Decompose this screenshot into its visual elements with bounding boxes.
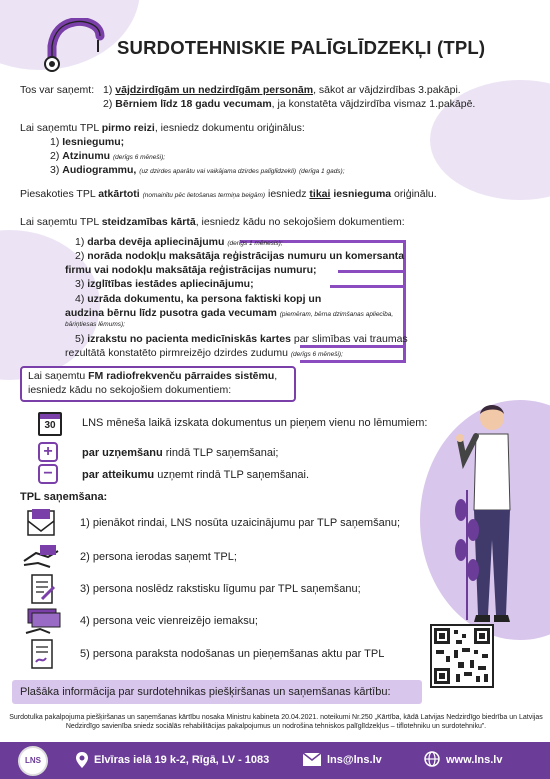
who-item-1-rest: , sākot ar vājdzirdības 3.pakāpi. <box>313 84 461 96</box>
first-intro-c: , iesniedz dokumentu oriģinālus: <box>154 122 305 134</box>
first-doc-2-note: (derīgs 6 mēneši); <box>113 154 166 161</box>
urgent-item-5-b: par slimības vai traumas <box>290 333 408 345</box>
minus-icon: − <box>38 464 58 484</box>
receive-heading: TPL saņemšana: <box>20 491 108 503</box>
urgent-c: , iesniedz kādu no sekojošiem dokumentiem: <box>195 216 405 228</box>
urgent-item-2-num: 2) <box>75 250 85 262</box>
decision-plus-bold: par uzņemšanu <box>82 447 163 459</box>
fm-a: Lai saņemtu <box>28 370 89 382</box>
payment-icon <box>20 605 64 637</box>
first-intro-a: Lai saņemtu TPL <box>20 122 102 134</box>
lns-logo <box>18 746 48 776</box>
receive-step-1 <box>20 507 540 539</box>
urgent-item-5-a: izrakstu no pacienta medicīniskās kartes <box>87 333 291 345</box>
location-icon <box>76 752 88 768</box>
urgent-item-3 <box>75 278 254 292</box>
fm-box <box>20 366 296 402</box>
urgent-item-4-b: dokumentu, ka persona faktiski kopj un <box>124 293 322 305</box>
urgent-item-4 <box>75 293 321 307</box>
calendar-number: 30 <box>44 420 56 431</box>
hearing-aid-icon <box>40 18 110 78</box>
repeat-f: oriģinālu. <box>391 188 437 200</box>
first-doc-1 <box>50 136 124 150</box>
decision-plus <box>82 446 278 460</box>
urgent-item-1 <box>75 236 283 250</box>
calendar-icon <box>38 412 62 436</box>
first-doc-2-num: 2) <box>50 150 60 162</box>
urgent-item-5 <box>75 333 408 347</box>
lns-logo-text: LNS <box>25 756 41 765</box>
urgent-item-4-a: uzrāda <box>87 293 125 305</box>
receive-step-2-text: 2) persona ierodas saņemt TPL; <box>80 551 237 563</box>
footer <box>0 742 550 779</box>
fm-c: , <box>274 370 278 382</box>
who-item-2 <box>103 98 475 112</box>
footnote: Surdotulka pakalpojuma piešķiršanas un saņemšanas kārtību nosaka Ministru kabineta 20.04.2021. noteikumi Nr.250 „Kārtība, kādā Latvijas Nedzirdīgo biedrība un Latvijas Nedzirdīgo savienība sniedz sociālās rehabilitācijas pakalpojumus un nodrošina tehniskos palīglīdzekļus – tiflotehniku un surdotehniku”. <box>9 714 543 730</box>
fm-line-2: iesniedz kādu no sekojošiem dokumentiem: <box>28 383 232 396</box>
repeat-text <box>20 188 437 202</box>
receive-step-5-text: 5) persona paraksta nodošanas un pieņemšanas aktu par TPL <box>80 648 385 660</box>
first-intro-b: pirmo reizi <box>101 122 155 134</box>
first-doc-3-label: Audiogrammu, <box>62 164 137 176</box>
page-title: SURDOTEHNISKIE PALĪGLĪDZEKĻI (TPL) <box>117 37 486 58</box>
urgent-item-4-num: 4) <box>75 293 85 305</box>
repeat-d: tikai <box>309 188 331 200</box>
handover-icon <box>20 541 64 573</box>
who-item-2-bold: Bērniem līdz 18 gadu vecumam <box>115 98 272 110</box>
decision-text: LNS mēneša laikā izskata dokumentus un pieņem vienu no lēmumiem: <box>82 417 428 429</box>
signature-icon <box>20 638 64 670</box>
repeat-a: Piesakoties TPL <box>20 188 99 200</box>
who-item-1-bold: vājdzirdīgām un nedzirdīgām personām <box>115 84 314 96</box>
decision-minus <box>82 468 309 482</box>
repeat-c: iesniedz <box>265 188 310 200</box>
urgent-arrow-2 <box>338 270 406 273</box>
first-doc-2 <box>50 150 165 164</box>
who-item-1 <box>103 84 461 98</box>
urgent-item-1-num: 1) <box>75 236 85 248</box>
urgent-b: steidzamības kārtā <box>101 216 196 228</box>
urgent-item-3-label: izglītības iestādes apliecinājumu; <box>87 278 254 290</box>
decision-minus-bold: par atteikumu <box>82 469 155 481</box>
envelope-icon <box>20 507 64 539</box>
receive-step-4-text: 4) persona veic vienreizējo iemaksu; <box>80 615 258 627</box>
urgent-item-5-note: (derīgs 6 mēneši); <box>290 351 343 358</box>
who-item-2-rest: , ja konstatēta vājdzirdība vismaz 1.pakāpē. <box>271 98 476 110</box>
receive-step-1-text: 1) pienākot rindai, LNS nosūta uzaicinājumu par TLP saņemšanu; <box>80 517 401 529</box>
repeat-e: iesnieguma <box>333 188 392 200</box>
who-prefix: Tos var saņemt: <box>20 84 95 96</box>
email-link[interactable]: lns@lns.lv <box>327 754 382 766</box>
urgent-item-2 <box>75 250 404 264</box>
globe-icon <box>424 751 440 767</box>
urgent-item-5-line2-text: rezultātā konstatēto pirmreizējo dzirdes zudumu <box>65 347 288 359</box>
first-doc-3-note2: (derīga 1 gads); <box>299 168 345 175</box>
decision-plus-rest: rindā TLP saņemšanai; <box>162 447 279 459</box>
more-info-text: Plašāka informācija par surdotehnikas piešķiršanas un saņemšanas kārtību: <box>20 686 391 698</box>
repeat-b: atkārtoti <box>98 188 140 200</box>
address: Elvīras ielā 19 k-2, Rīgā, LV - 1083 <box>94 754 270 766</box>
urgent-item-5-line2 <box>65 347 343 361</box>
plus-icon: + <box>38 442 58 462</box>
website-link[interactable]: www.lns.lv <box>446 754 503 766</box>
first-doc-3 <box>50 164 345 178</box>
who-item-1-num: 1) <box>103 84 113 96</box>
first-doc-2-label: Atzinumu <box>62 150 111 162</box>
repeat-note: (nomainītu pēc lietošanas termiņa beigām) <box>142 192 266 199</box>
qr-code[interactable] <box>430 624 494 688</box>
who-item-2-num: 2) <box>103 98 113 110</box>
receive-step-2 <box>20 541 540 573</box>
urgent-item-4-line2 <box>65 307 393 321</box>
first-doc-3-num: 3) <box>50 164 60 176</box>
decision-minus-rest: uzņemt rindā TLP saņemšanai. <box>154 469 310 481</box>
urgent-item-4-line2-text: audzina bērnu līdz pusotra gada vecumam <box>65 307 277 319</box>
urgent-arrow-3 <box>330 285 406 288</box>
first-doc-1-num: 1) <box>50 136 60 148</box>
urgent-item-1-note: (derīgs 1 mēnesis); <box>227 240 283 247</box>
urgent-item-5-num: 5) <box>75 333 85 345</box>
mail-icon <box>303 753 321 766</box>
urgent-item-2-line2: firmu vai nodokļu maksātāja reģistrācijas numuru; <box>65 264 317 276</box>
receive-step-3-text: 3) persona noslēdz rakstisku līgumu par TPL saņemšanu; <box>80 583 361 595</box>
first-doc-3-note: (uz dzirdes aparātu vai vaikājama dzirdes palīglīdzekli) <box>139 168 297 175</box>
contract-icon <box>20 573 64 605</box>
urgent-item-1-label: darba devēja apliecinājumu <box>87 236 225 248</box>
more-info-bar <box>12 680 422 704</box>
first-intro <box>20 122 305 136</box>
urgent-item-3-num: 3) <box>75 278 85 290</box>
first-doc-1-label: Iesniegumu; <box>62 136 125 148</box>
urgent-item-2-line1: norāda nodokļu maksātāja reģistrācijas numuru un komersanta <box>87 250 405 262</box>
urgent-item-4-note2: bāriņtiesas lēmums); <box>65 321 125 328</box>
receive-step-3 <box>20 573 540 605</box>
urgent-item-4-note1: (piemēram, bērna dzimšanas apliecība, <box>279 311 394 318</box>
fm-b: FM radiofrekvenču pārraides sistēmu <box>88 370 275 382</box>
fm-line-1 <box>28 370 288 384</box>
urgent-a: Lai saņemtu TPL <box>20 216 102 228</box>
urgent-intro <box>20 216 405 230</box>
